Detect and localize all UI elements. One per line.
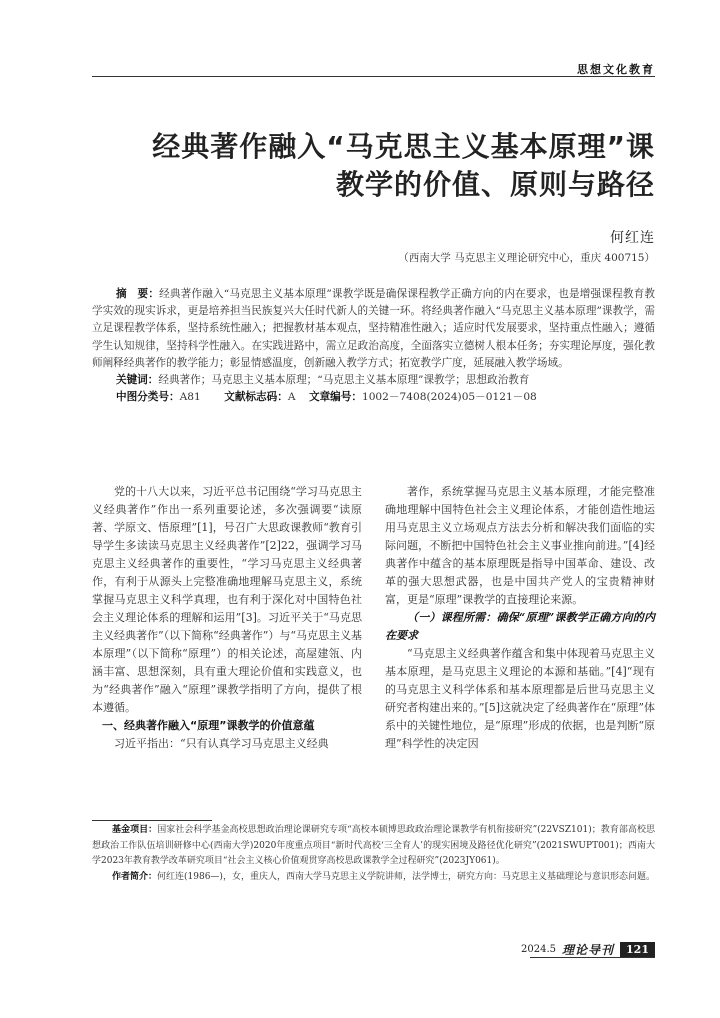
author-affiliation: （西南大学 马克思主义理论研究中心，重庆 400715） <box>398 252 655 264</box>
title-line-2: 教学的价值、原则与路径 <box>335 168 655 201</box>
subsection-heading: （一）课程所需：确保“原理”课教学正确方向的内在要求 <box>385 611 655 642</box>
clc-label: 中图分类号： <box>116 391 180 404</box>
footer-rule <box>530 957 655 958</box>
fund-note <box>92 823 655 870</box>
paragraph: 党的十八大以来，习近平总书记围绕“学习马克思主义经典著作”作出一系列重要论述，多次强调要“读原著、学原文、悟原理”[1]，号召广大思政课教师“教育引导学生多读读马克思主义经典著作”[2]22，强调学习马克思主义经典著作的重要性，“学习马克思主义经典著作，有利于从源头上完整准确地理解马克思主义，系统掌握马克思主义科学真理，也有利于深化对中国特色社会主义理论体系的理解和运用”[3]。习近平关于“马克思主义经典著作”（以下简称“经典著作”）与“马克思主义基本原理”（以下简称“原理”）的相关论述，高屋建瓴、内涵丰富、思想深刻，具有重大理论价值和实践意义，也为“经典著作”融入“原理”课教学指明了方向，提供了根本遵循。 <box>92 485 362 714</box>
author-bio-label: 作者简介： <box>112 871 158 882</box>
author-note <box>92 870 655 886</box>
abstract-text: 经典著作融入“马克思主义基本原理”课教学既是确保课程教学正确方向的内在要求，也是增强课程教育教学实效的现实诉求，更是培养担当民族复兴大任时代新人的关键一环。将经典著作融入“马克思主义基本原理”课教学，需立足课程教学体系，坚持系统性融入；把握教材基本观点，坚持精准性融入；适应时代发展要求，坚持重点性融入；遵循学生认知规律，坚持科学性融入。在实践进路中，需立足政治高度，全面落实立德树人根本任务；夯实理论厚度，强化教师阐释经典著作的教学能力；彰显情感温度，创新融入教学方式；拓宽教学广度，延展融入教学场域。 <box>92 288 656 369</box>
footnotes <box>92 823 655 885</box>
doc-code-label: 文献标志码： <box>224 391 288 404</box>
section-heading: 一、经典著作融入“原理”课教学的价值意蕴 <box>102 719 315 732</box>
keywords-label: 关键词： <box>116 374 159 387</box>
abstract-label: 摘 要： <box>116 288 160 300</box>
doc-code-value: A <box>287 391 296 404</box>
paragraph: “马克思主义经典著作蕴含和集中体现着马克思主义基本原理，是马克思主义理论的本源和基础。”[4]“现有的马克思主义科学体系和基本原理都是后世马克思主义研究者构建出来的。”[5]这就决定了经典著作在“原理”体系中的关键性地位，是“原理”形成的依据，也是判断“原理”科学性的决定因 <box>385 647 655 750</box>
abstract-block <box>92 286 655 406</box>
journal-name: 理论导刊 <box>562 943 615 957</box>
paragraph: 习近平指出：“只有认真学习马克思主义经典 <box>114 737 329 750</box>
article-title <box>92 128 655 204</box>
article-no-value: 1002－7408(2024)05－0121－08 <box>361 391 537 404</box>
fund-label: 基金项目： <box>112 825 158 835</box>
page-footer <box>521 941 655 958</box>
fund-text: 国家社会科学基金高校思想政治理论课研究专项“高校本硕博思政政治理论课教学有机衔接研究”(22VSZ101)；教育部高校思想政治工作队伍培训研修中心(西南大学)2020年度重点项目“新时代高校‘三全育人’的现实困境及路径优化研究”(2021SWUPT001)；西南大学2023年教育教学改革研究项目“社会主义核心价值观贯穿高校思政课教学全过程研究”(2023JY061)。 <box>92 825 655 866</box>
footnote-rule <box>92 820 212 821</box>
author-name: 何红连 <box>610 230 655 246</box>
article-no-label: 文章编号： <box>308 391 362 404</box>
paragraph: 著作，系统掌握马克思主义基本原理，才能完整准确地理解中国特色社会主义理论体系，才能创造性地运用马克思主义立场观点方法去分析和解决我们面临的实际问题，不断把中国特色社会主义事业推向前进。”[4]经典著作中蕴含的基本原理既是指导中国革命、建设、改革的强大思想武器，也是中国共产党人的宝贵精神财富，更是“原理”课教学的直接理论来源。 <box>385 485 655 606</box>
classification-line <box>92 389 655 406</box>
author-bio-text: 何红连(1986—)，女，重庆人，西南大学马克思主义学院讲师，法学博士，研究方向：马克思主义基础理论与意识形态问题。 <box>157 871 655 882</box>
abstract <box>92 286 655 372</box>
title-line-1: 经典著作融入“马克思主义基本原理”课 <box>152 130 655 163</box>
body-columns <box>92 483 655 753</box>
left-column <box>92 483 362 753</box>
right-column <box>385 483 655 753</box>
keywords <box>92 372 655 389</box>
header-rule <box>92 76 655 77</box>
page-number: 121 <box>620 942 655 957</box>
issue-number: 2024.5 <box>521 944 557 955</box>
section-label: 思想文化教育 <box>577 63 655 76</box>
keywords-text: 经典著作；马克思主义基本原理；“马克思主义基本原理”课教学；思想政治教育 <box>158 374 530 387</box>
clc-value: A81 <box>179 391 201 404</box>
